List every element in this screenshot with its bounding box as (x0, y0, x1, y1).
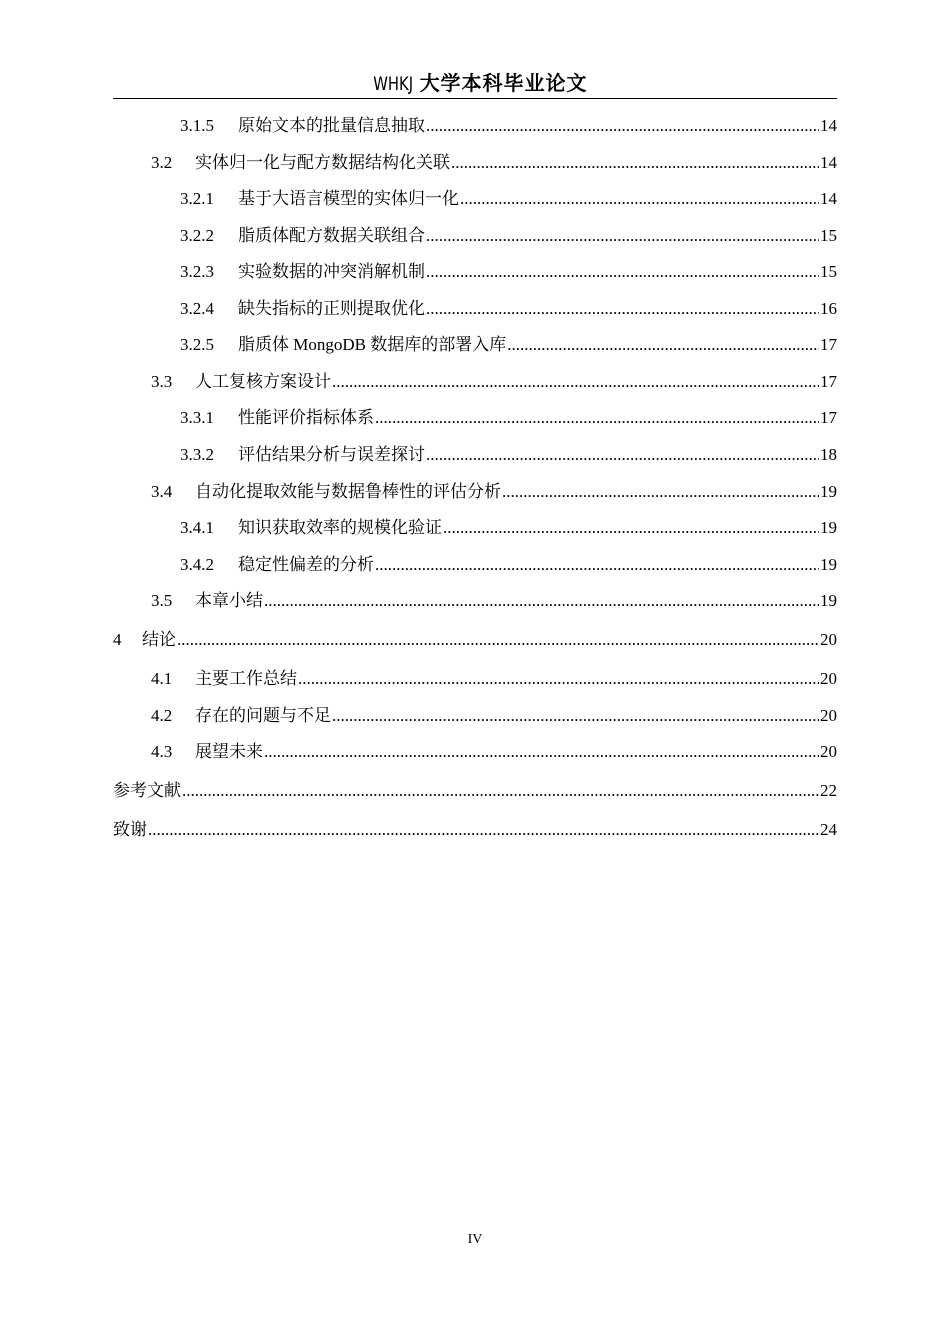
toc-entry-title: 人工复核方案设计 (195, 372, 331, 391)
header-title-cn: 大学本科毕业论文 (419, 73, 588, 95)
toc-entry-page: 20 (820, 742, 837, 761)
toc-entry-title: 展望未来 (195, 742, 263, 761)
toc-entry[interactable] (113, 441, 837, 469)
toc-entry-page: 15 (820, 226, 837, 245)
toc-entry-number: 3.2.3 (180, 262, 214, 281)
toc-entry-title: 知识获取效率的规模化验证 (238, 518, 442, 537)
toc-entry[interactable] (113, 702, 837, 730)
toc-entry-number: 3.2.4 (180, 299, 214, 318)
toc-entry-page: 19 (820, 591, 837, 610)
toc-dot-leader (332, 702, 819, 730)
toc-entry-title: 脂质体 MongoDB 数据库的部署入库 (238, 335, 507, 354)
toc-entry-title: 实验数据的冲突消解机制 (238, 262, 425, 281)
toc-dot-leader (443, 514, 819, 542)
toc-entry[interactable] (113, 551, 837, 579)
toc-entry-page: 18 (820, 445, 837, 464)
toc-dot-leader (426, 441, 819, 469)
toc-entry-number: 3.5 (151, 591, 173, 610)
toc-entry-title: 主要工作总结 (195, 669, 297, 688)
header-rule (113, 98, 837, 99)
toc-dot-leader (375, 404, 819, 432)
toc-entry[interactable] (113, 738, 837, 766)
toc-entry-number: 3.3 (151, 372, 173, 391)
toc-entry[interactable] (113, 185, 837, 213)
toc-dot-leader (182, 777, 819, 805)
toc-entry-number: 4.3 (151, 742, 173, 761)
toc-entry-number: 3.1.5 (180, 116, 214, 135)
toc-entry-page: 14 (820, 153, 837, 172)
toc-entry-number: 3.4 (151, 482, 173, 501)
toc-entry-title: 本章小结 (195, 591, 263, 610)
toc-dot-leader (460, 185, 819, 213)
toc-dot-leader (177, 626, 819, 654)
toc-entry[interactable] (113, 816, 837, 844)
toc-entry-title: 自动化提取效能与数据鲁棒性的评估分析 (195, 482, 501, 501)
page-number: IV (467, 1232, 483, 1247)
toc-dot-leader (298, 665, 819, 693)
toc-dot-leader (502, 478, 819, 506)
toc-entry[interactable] (113, 626, 837, 654)
toc-entry-title: 参考文献 (113, 781, 181, 800)
toc-dot-leader (148, 816, 819, 844)
toc-entry[interactable] (113, 514, 837, 542)
toc-entry[interactable] (113, 331, 837, 359)
toc-entry-title: 实体归一化与配方数据结构化关联 (195, 153, 450, 172)
toc-entry-number: 3.2.2 (180, 226, 214, 245)
toc-entry-page: 19 (820, 482, 837, 501)
toc-entry-number: 3.2 (151, 153, 173, 172)
toc-dot-leader (426, 112, 819, 140)
toc-entry-title: 脂质体配方数据关联组合 (238, 226, 425, 245)
toc-entry-number: 3.3.1 (180, 408, 214, 427)
toc-entry-title: 存在的问题与不足 (195, 706, 331, 725)
toc-dot-leader (264, 738, 819, 766)
toc-entry-page: 22 (820, 781, 837, 800)
toc-entry-title: 致谢 (113, 820, 147, 839)
toc-entry-number: 3.2.1 (180, 189, 214, 208)
toc-entry-page: 17 (820, 335, 837, 354)
toc-entry-number: 3.4.1 (180, 518, 214, 537)
toc-entry-title: 基于大语言模型的实体归一化 (238, 189, 459, 208)
toc-entry[interactable] (113, 112, 837, 140)
toc-dot-leader (375, 551, 819, 579)
toc-entry[interactable] (113, 258, 837, 286)
toc-entry-number: 4.1 (151, 669, 173, 688)
toc-entry-title: 性能评价指标体系 (238, 408, 374, 427)
toc-entry[interactable] (113, 222, 837, 250)
toc-dot-leader (264, 587, 819, 615)
toc-entry-page: 19 (820, 555, 837, 574)
toc-entry-page: 24 (820, 820, 837, 839)
toc-entry-title: 结论 (142, 630, 176, 649)
toc-entry[interactable] (113, 665, 837, 693)
toc-entry-page: 20 (820, 630, 837, 649)
toc-entry[interactable] (113, 368, 837, 396)
toc-entry-number: 4 (113, 630, 122, 649)
toc-dot-leader (426, 295, 819, 323)
toc-entry-number: 3.3.2 (180, 445, 214, 464)
toc-entry[interactable] (113, 149, 837, 177)
toc-entry-title: 稳定性偏差的分析 (238, 555, 374, 574)
toc-entry-number: 3.2.5 (180, 335, 214, 354)
toc-entry-number: 4.2 (151, 706, 173, 725)
toc-entry-page: 17 (820, 372, 837, 391)
toc-dot-leader (451, 149, 819, 177)
toc-dot-leader (507, 331, 819, 359)
toc-dot-leader (426, 222, 819, 250)
toc-entry[interactable] (113, 777, 837, 805)
toc-entry-title: 评估结果分析与误差探讨 (238, 445, 425, 464)
toc-entry-page: 17 (820, 408, 837, 427)
toc-entry-title: 缺失指标的正则提取优化 (238, 299, 425, 318)
toc-entry-page: 20 (820, 669, 837, 688)
toc-entry[interactable] (113, 404, 837, 432)
page-header (113, 70, 837, 99)
toc-entry-number: 3.4.2 (180, 555, 214, 574)
toc-entry-page: 20 (820, 706, 837, 725)
toc-dot-leader (332, 368, 819, 396)
toc-entry-title: 原始文本的批量信息抽取 (238, 116, 425, 135)
toc-entry-page: 14 (820, 116, 837, 135)
toc-dot-leader (426, 258, 819, 286)
toc-entry-page: 19 (820, 518, 837, 537)
toc-entry[interactable] (113, 587, 837, 615)
toc-entry-page: 16 (820, 299, 837, 318)
toc-entry[interactable] (113, 478, 837, 506)
header-title-en: WHKJ (373, 73, 414, 95)
toc-entry[interactable] (113, 295, 837, 323)
toc-entry-page: 14 (820, 189, 837, 208)
toc-entry-page: 15 (820, 262, 837, 281)
